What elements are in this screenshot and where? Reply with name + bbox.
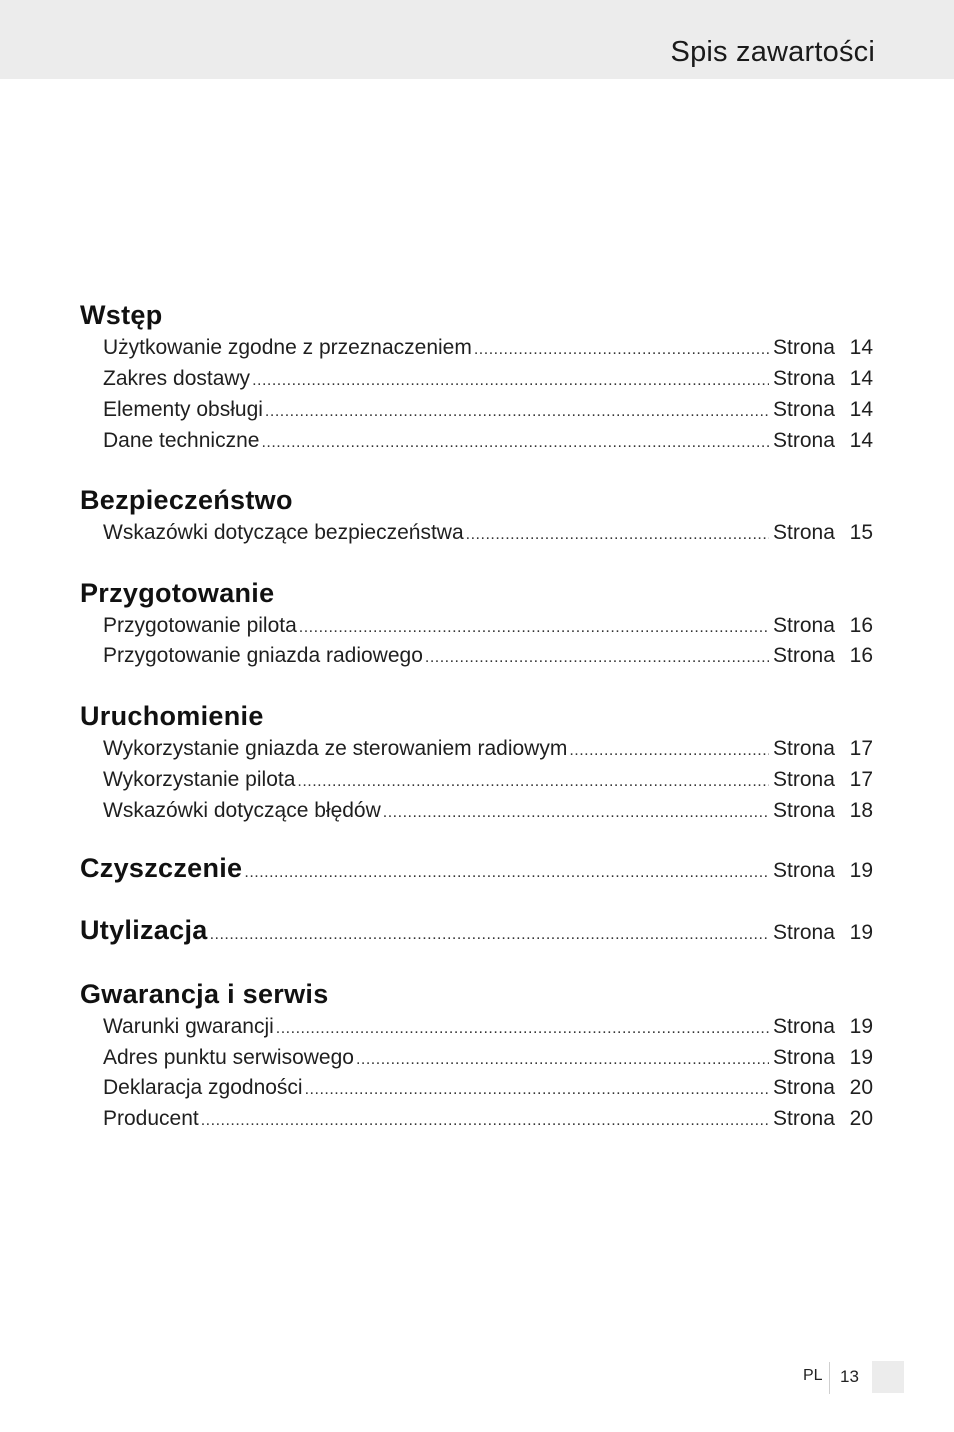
toc-entry[interactable] [103,1015,873,1043]
toc-entry-label: Wskazówki dotyczące błędów [103,799,381,822]
page-word: Strona [773,614,835,637]
toc-entry-page: 14 [849,336,873,359]
dot-leader [425,649,769,667]
toc-entry-page: 19 [849,1046,873,1069]
toc-entry-page: 14 [849,429,873,452]
toc-entry-page: 17 [849,737,873,760]
toc-entry-label: Użytkowanie zgodne z przeznaczeniem [103,336,472,359]
toc-entry-label: Warunki gwarancji [103,1015,274,1038]
toc-entry-label: Przygotowanie gniazda radiowego [103,644,423,667]
toc-entry-label: Przygotowanie pilota [103,614,297,637]
page-word: Strona [773,859,835,882]
dot-leader [210,926,769,944]
page-word: Strona [773,429,835,452]
toc-entry[interactable] [103,737,873,765]
dot-leader [299,619,769,637]
dot-leader [261,434,769,452]
toc-entry-page: 15 [849,521,873,544]
page-word: Strona [773,1076,835,1099]
page-word: Strona [773,1015,835,1038]
toc-entry-label: Adres punktu serwisowego [103,1046,354,1069]
toc-entry-page: 19 [849,1015,873,1038]
toc-entry-page: 20 [849,1107,873,1130]
section-title-bezpieczenstwo: Bezpieczeństwo [80,485,293,515]
toc-entry-page: 14 [849,367,873,390]
toc-entry-label: Wykorzystanie pilota [103,768,296,791]
toc-entry[interactable] [103,336,873,364]
toc-entry-label: Dane techniczne [103,429,260,452]
page-word: Strona [773,644,835,667]
dot-leader [201,1112,769,1130]
toc-entry-label: Zakres dostawy [103,367,251,390]
toc-entry[interactable] [103,614,873,642]
toc-entry-page: 19 [849,921,873,944]
toc-entry-label: Wskazówki dotyczące bezpieczeństwa [103,521,464,544]
section-title-wstep: Wstęp [80,300,163,330]
dot-leader [383,804,769,822]
toc-entry-label: Deklaracja zgodności [103,1076,303,1099]
page-marker-box [872,1361,904,1393]
section-title-czyszczenie: Czyszczenie [80,853,243,883]
toc-entry[interactable] [103,1046,873,1074]
toc-entry[interactable] [103,768,873,796]
dot-leader [252,372,769,390]
toc-entry-page: 18 [849,799,873,822]
language-code: PL [803,1367,823,1384]
toc-entry-page: 16 [849,614,873,637]
toc-entry-label: Elementy obsługi [103,398,263,421]
toc-entry-page: 14 [849,398,873,421]
section-title-przygotowanie: Przygotowanie [80,578,275,608]
toc-entry-page: 16 [849,644,873,667]
dot-leader [356,1051,769,1069]
toc-entry[interactable] [103,1107,873,1135]
page-word: Strona [773,799,835,822]
footer-divider [829,1362,830,1394]
section-title-gwarancja: Gwarancja i serwis [80,979,329,1009]
page-word: Strona [773,737,835,760]
page-word: Strona [773,921,835,944]
dot-leader [474,341,769,359]
toc-entry[interactable] [103,398,873,426]
page-word: Strona [773,521,835,544]
section-title-utylizacja: Utylizacja [80,915,208,945]
toc-entry[interactable] [103,367,873,395]
dot-leader [265,403,769,421]
page-title: Spis zawartości [670,36,875,68]
toc-entry-page: 20 [849,1076,873,1099]
toc-entry-label: Producent [103,1107,199,1130]
page-number: 13 [840,1367,859,1386]
toc-entry-page: 17 [849,768,873,791]
page-word: Strona [773,367,835,390]
section-title-uruchomienie: Uruchomienie [80,701,264,731]
page-word: Strona [773,398,835,421]
toc-entry-label: Wykorzystanie gniazda ze sterowaniem radiowym [103,737,568,760]
toc-section-entry-czyszczenie[interactable] [80,853,873,881]
dot-leader [276,1020,769,1038]
toc-entry[interactable] [103,521,873,549]
toc-entry[interactable] [103,799,873,827]
dot-leader [297,773,769,791]
toc-entry[interactable] [103,644,873,672]
page-word: Strona [773,336,835,359]
dot-leader [466,526,769,544]
page-word: Strona [773,768,835,791]
dot-leader [305,1081,769,1099]
toc-entry[interactable] [103,1076,873,1104]
toc-entry-page: 19 [849,859,873,882]
dot-leader [569,742,769,760]
page-word: Strona [773,1107,835,1130]
dot-leader [244,864,769,882]
toc-section-entry-utylizacja[interactable] [80,915,873,943]
toc-entry[interactable] [103,429,873,457]
page-word: Strona [773,1046,835,1069]
